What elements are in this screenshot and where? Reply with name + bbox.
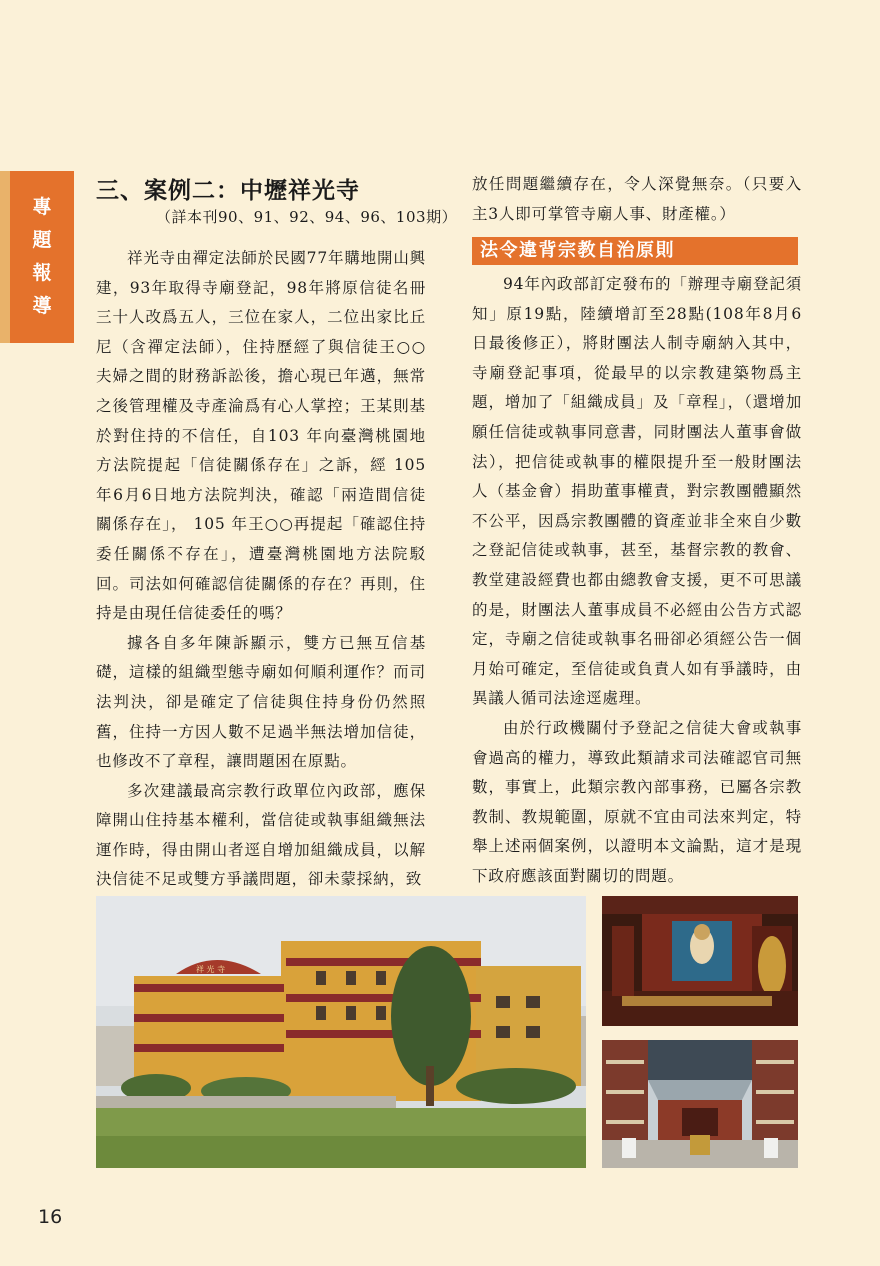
section-tab-char: 專 <box>32 196 52 218</box>
section-title: 三、案例二：中壢祥光寺 <box>96 177 360 204</box>
paragraph: 由於行政機關付予登記之信徒大會或執事會過高的權力，導致此類請求司法確認官司無數，事實上，此類宗教內部事務，已屬各宗教教制、教規範圍，原就不宜由司法來判定，特舉上述兩個案例，以證明本文論點，這才是現下政府應該面對關切的問題。 <box>472 718 802 885</box>
subheading: 法令違背宗教自治原則 <box>472 237 798 265</box>
page-number: 16 <box>38 1206 63 1228</box>
right-column-continuation <box>472 170 802 229</box>
temple-exterior-photo <box>96 896 586 1168</box>
section-tab <box>0 171 74 343</box>
section-tab-char: 報 <box>32 262 52 284</box>
section-tab-char: 題 <box>32 229 52 251</box>
reference-note: （詳本刊90、91、92、94、96、103期） <box>156 208 458 226</box>
paragraph: 多次建議最高宗教行政單位內政部，應保障開山住持基本權利，當信徒或執事組織無法運作時，得由開山者逕自增加組織成員，以解決信徒不足或雙方爭議問題，卻未蒙採納，致 <box>96 781 426 889</box>
courtyard-photo <box>602 1040 798 1168</box>
section-tab-char: 導 <box>32 295 52 317</box>
paragraph: 94年內政部訂定發布的「辦理寺廟登記須知」原19點，陸續增訂至28點(108年8月6日最後修正），將財團法人制寺廟納入其中，寺廟登記事項，從最早的以宗教建築物爲主題，增加了「組織成員」及「章程」，（還增加願任信徒或執事同意書，同財團法人董事會做法），把信徒或執事的權限提升至一般財團法人（基金會）捐助董事權責，對宗教團體顯然不公平，因爲宗教團體的資產並非全來自少數之登記信徒或執事，甚至，基督宗教的教會、教堂建設經費也都由總教會支援，更不可思議的是，財團法人董事成員不必經由公告方式認定，寺廟之信徒或執事名冊卻必須經公告一個月始可確定，至信徒或負責人如有爭議時，由異議人循司法途逕處理。 <box>472 275 802 708</box>
left-column <box>96 244 426 895</box>
section-tab-label <box>10 171 74 343</box>
paragraph: 祥光寺由禪定法師於民國77年購地開山興建，93年取得寺廟登記，98年將原信徒名冊三十人改爲五人，三位在家人，二位出家比丘尼（含禪定法師），住持歷經了與信徒王○○夫婦之間的財務訴訟後，擔心現已年邁，無常之後管理權及寺產淪爲有心人掌控；王某則基於對住持的不信任，自103 年向臺灣桃園地方法院提起「信徒關係存在」之訴，經 105 年6月6日地方法院判決，確認「兩造間信徒關係存在」， 105 年王○○再提起「確認住持委任關係不存在」，遭臺灣桃園地方法院駁回。司法如何確認信徒關係的存在？再則，住持是由現任信徒委任的嗎？ <box>96 249 426 623</box>
shrine-interior-photo <box>602 896 798 1026</box>
paragraph: 放任問題繼續存在，令人深覺無奈。（只要入主3人即可掌管寺廟人事、財產權。） <box>472 175 802 223</box>
right-column <box>472 270 802 891</box>
paragraph: 據各自多年陳訴顯示，雙方已無互信基礎，這樣的組織型態寺廟如何順利運作？而司法判決，卻是確定了信徒與住持身份仍然照舊，住持一方因人數不足過半無法增加信徒，也修改不了章程，讓問題困在原點。 <box>96 633 426 771</box>
temple-sign: 祥 光 寺 <box>196 965 226 974</box>
